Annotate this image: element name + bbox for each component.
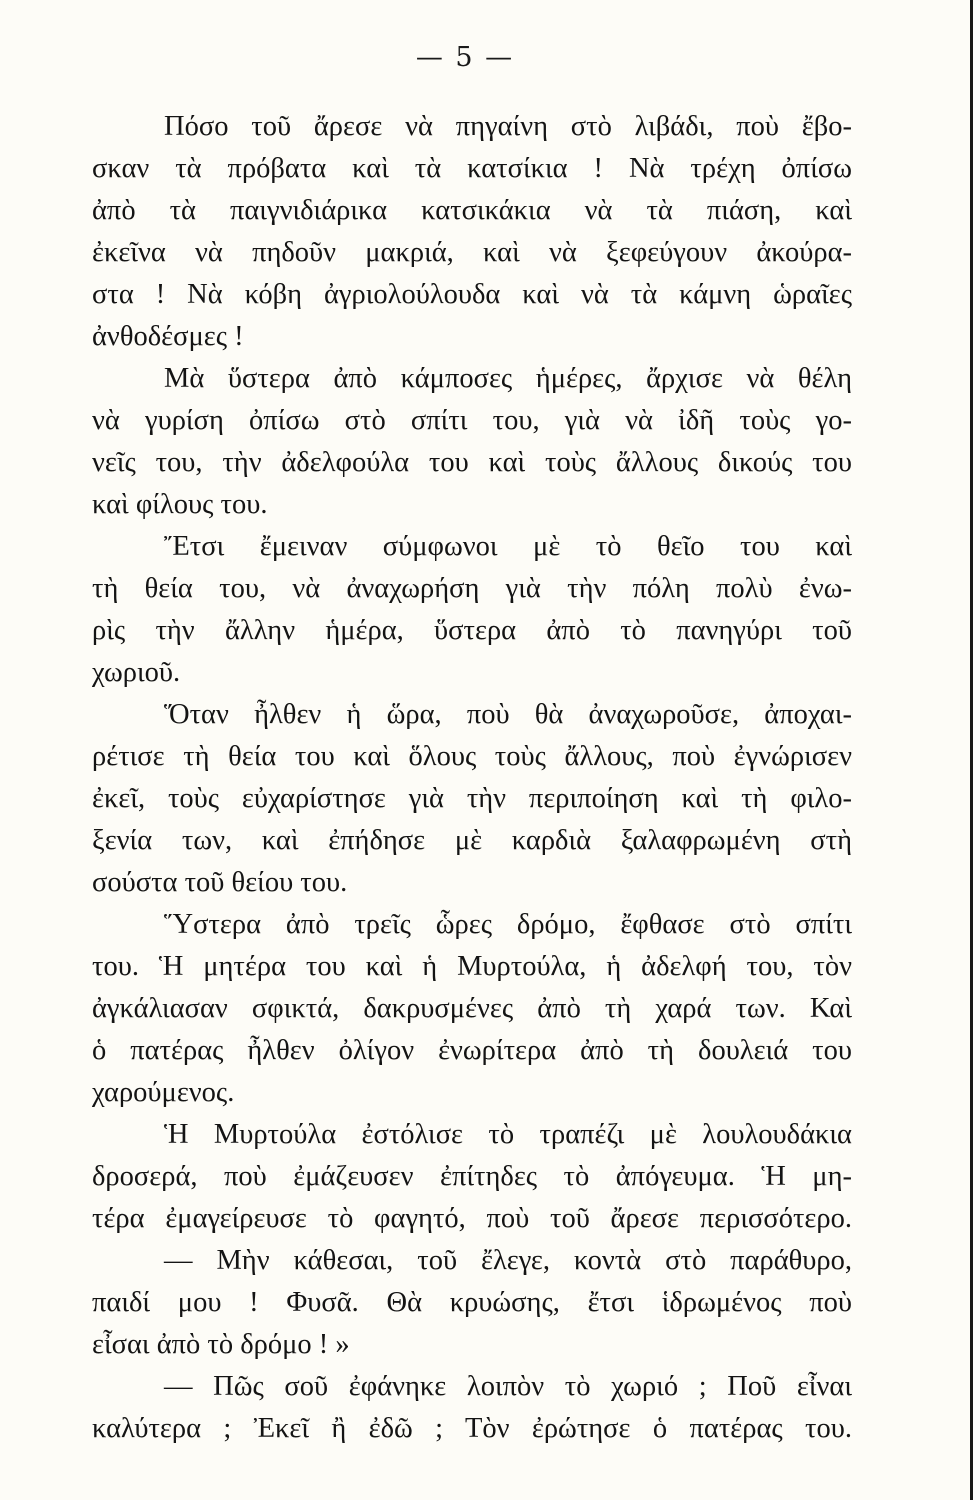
text-line: — Μὴν κάθεσαι, τοῦ ἔλεγε, κοντὰ στὸ παράθυρο, (164, 1245, 852, 1276)
text-line: ἐκεῖνα νὰ πηδοῦν μακριά, καὶ νὰ ξεφεύγουν ἀκούρα- (92, 237, 852, 268)
text-line: Πόσο τοῦ ἄρεσε νὰ πηγαίνη στὸ λιβάδι, ποὺ ἔβο- (164, 111, 852, 142)
text-line: Ὕστερα ἀπὸ τρεῖς ὧρες δρόμο, ἔφθασε στὸ σπίτι (164, 909, 852, 940)
text-line: ἀνθοδέσμες ! (92, 321, 244, 352)
text-line: καλύτερα ; Ἐκεῖ ἢ ἐδῶ ; Τὸν ἐρώτησε ὁ πατέρας του. (92, 1413, 852, 1444)
text-line: ἀπὸ τὰ παιγνιδιάρικα κατσικάκια νὰ τὰ πιάση, καὶ (92, 195, 852, 226)
text-line: παιδί μου ! Φυσᾶ. Θὰ κρυώσης, ἔτσι ἱδρωμένος ποὺ (92, 1287, 852, 1318)
text-line: Ἔτσι ἔμειναν σύμφωνοι μὲ τὸ θεῖο του καὶ (164, 531, 852, 562)
text-line: ρὶς τὴν ἄλλην ἡμέρα, ὕστερα ἀπὸ τὸ πανηγύρι τοῦ (92, 615, 852, 646)
text-line: νὰ γυρίση ὀπίσω στὸ σπίτι του, γιὰ νὰ ἰδῆ τοὺς γο- (92, 405, 852, 436)
page-body-text (92, 106, 852, 1450)
text-line: σούστα τοῦ θείου του. (92, 867, 348, 898)
text-line: καὶ φίλους του. (92, 489, 268, 520)
text-line: — Πῶς σοῦ ἐφάνηκε λοιπὸν τὸ χωριό ; Ποῦ εἶναι (164, 1371, 852, 1402)
text-line: εἶσαι ἀπὸ τὸ δρόμο ! » (92, 1329, 350, 1360)
text-line: σκαν τὰ πρόβατα καὶ τὰ κατσίκια ! Νὰ τρέχη ὀπίσω (92, 153, 852, 184)
text-line: τέρα ἐμαγείρευσε τὸ φαγητό, ποὺ τοῦ ἄρεσε περισσότερο. (92, 1203, 852, 1234)
text-line: ὁ πατέρας ἦλθεν ὀλίγον ἐνωρίτερα ἀπὸ τὴ δουλειά του (92, 1035, 852, 1066)
text-line: χαρούμενος. (92, 1077, 235, 1108)
text-line: χωριοῦ. (92, 657, 181, 688)
text-line: Ἡ Μυρτούλα ἐστόλισε τὸ τραπέζι μὲ λουλουδάκια (164, 1119, 852, 1150)
text-line: του. Ἡ μητέρα του καὶ ἡ Μυρτούλα, ἡ ἀδελφή του, τὸν (92, 951, 852, 982)
text-line: ξενία των, καὶ ἐπήδησε μὲ καρδιὰ ξαλαφρωμένη στὴ (92, 825, 852, 856)
text-line: Μὰ ὕστερα ἀπὸ κάμποσες ἡμέρες, ἄρχισε νὰ θέλη (164, 363, 852, 394)
text-line: ἀγκάλιασαν σφικτά, δακρυσμένες ἀπὸ τὴ χαρά των. Καὶ (92, 993, 852, 1024)
text-line: στα ! Νὰ κόβη ἀγριολούλουδα καὶ νὰ τὰ κάμνη ὡραῖες (92, 279, 852, 310)
text-line: Ὅταν ἦλθεν ἡ ὥρα, ποὺ θὰ ἀναχωροῦσε, ἀποχαι- (164, 699, 852, 730)
text-line: τὴ θεία του, νὰ ἀναχωρήση γιὰ τὴν πόλη πολὺ ἐνω- (92, 573, 852, 604)
page-number: — 5 — (415, 42, 515, 73)
text-line: νεῖς του, τὴν ἀδελφούλα του καὶ τοὺς ἄλλους δικούς του (92, 447, 852, 478)
text-line: δροσερά, ποὺ ἐμάζευσεν ἐπίτηδες τὸ ἀπόγευμα. Ἡ μη- (92, 1161, 852, 1192)
text-line: ἐκεῖ, τοὺς εὐχαρίστησε γιὰ τὴν περιποίηση καὶ τὴ φιλο- (92, 783, 852, 814)
text-line: ρέτισε τὴ θεία του καὶ ὅλους τοὺς ἄλλους, ποὺ ἐγνώρισεν (92, 741, 852, 772)
